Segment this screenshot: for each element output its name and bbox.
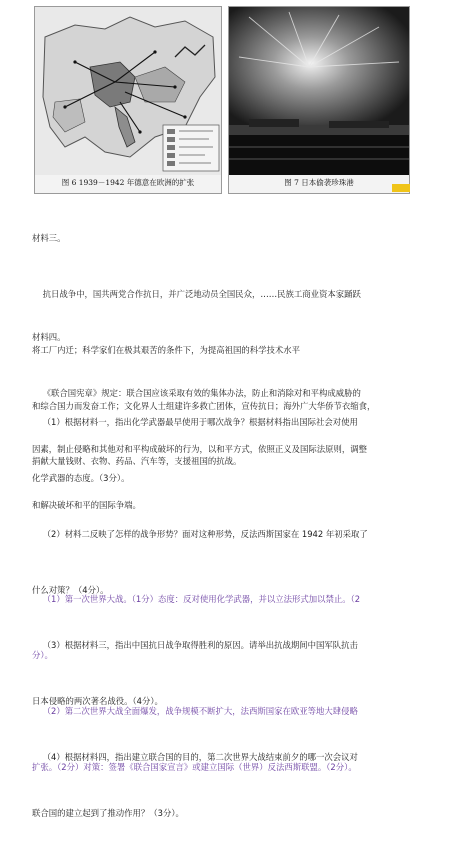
material-3-heading: 材料三。	[32, 233, 66, 244]
material-3-line: 抗日战争中，国共两党合作抗日，并广泛地动员全国民众，……民族工商业资本家踊跃	[32, 288, 361, 299]
watermark-stamp	[392, 184, 410, 192]
material-3-line: 将工厂内迁；科学家们在极其艰苦的条件下，为提高祖国的科学技术水平	[32, 344, 300, 355]
question-line: 日本侵略的两次著名战役。（4分）。	[32, 696, 163, 707]
question-line: （3）根据材料三，指出中国抗日战争取得胜利的原因。请举出抗战期间中国军队抗击	[32, 640, 358, 651]
answer-line: （2）第二次世界大战全面爆发，战争规模不断扩大，法西斯国家在欧亚等地大肆侵略	[32, 705, 358, 716]
question-line: （4）根据材料四，指出建立联合国的目的，第二次世界大战结束前夕的哪一次会议对	[32, 751, 358, 762]
material-4-line: 和解决破坏和平的国际争端。	[32, 499, 141, 510]
question-line: 联合国的建立起到了推动作用？（3分）。	[32, 807, 184, 818]
question-line: （1）根据材料一，指出化学武器最早使用于哪次战争？根据材料指出国际社会对使用	[32, 417, 358, 428]
answer-line: 扩张。（2分）对策：签署《联合国家宣言》或建立国际（世界）反法西斯联盟。（2分）。	[32, 761, 357, 772]
answer-line: （1）第一次世界大战。（1分）态度：反对使用化学武器，并以立法形式加以禁止。（2	[32, 594, 361, 605]
europe-expansion-map-illustration	[35, 7, 222, 177]
material-4-line: 因素，制止侵略和其他对和平构成破坏的行为，以和平方式，依照正义及国际法原则，调整	[32, 443, 367, 454]
material-4-heading: 材料四。	[32, 332, 66, 343]
figures-row	[34, 6, 410, 194]
question-line: 化学武器的态度。（3分）。	[32, 472, 130, 483]
question-line: （2）材料二反映了怎样的战争形势？面对这种形势，反法西斯国家在 1942 年初采取了	[32, 528, 368, 539]
question-line: 什么对策？（4分）。	[32, 584, 109, 595]
answer-line: 分）。	[32, 649, 53, 660]
material-3-line: 和综合国力而发奋工作；文化界人士组建许多救亡团体，宣传抗日；海外广大华侨节衣缩食，	[32, 400, 376, 411]
answers-section	[32, 553, 432, 795]
figure-7-caption: 图 7 日本偷袭珍珠港	[229, 175, 409, 191]
figure-6-caption: 图 6 1939－1942 年德意在欧洲的扩张	[35, 175, 221, 191]
figure-6-map	[34, 6, 222, 194]
material-4-line: 《联合国宪章》规定：联合国应该采取有效的集体办法，防止和消除对和平构成威胁的	[32, 387, 361, 398]
figure-7-photo	[228, 6, 410, 194]
pearl-harbor-photo-illustration	[229, 7, 410, 177]
material-3-line: 捐献大量钱财、衣物、药品、汽车等，支援祖国的抗战。	[32, 456, 242, 467]
